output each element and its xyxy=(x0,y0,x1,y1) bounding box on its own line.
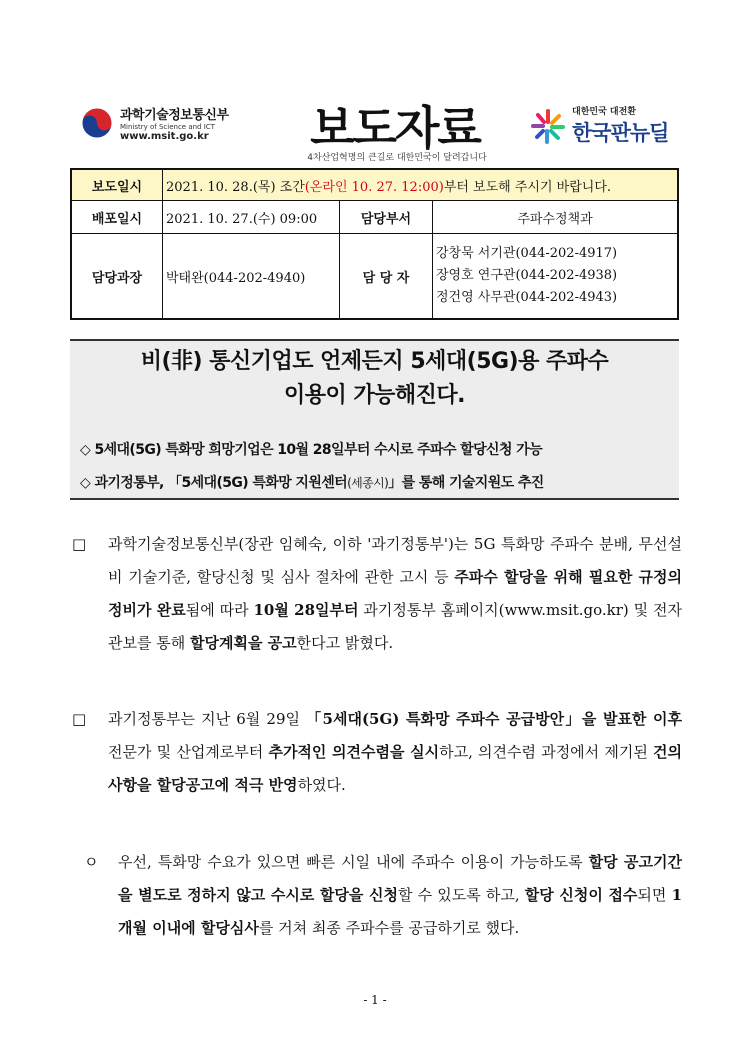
slogan: 4차산업혁명의 큰길로 대한민국이 달려갑니다 xyxy=(307,153,487,163)
headline-box xyxy=(70,339,679,500)
distribution-row xyxy=(71,201,678,234)
paragraph-3-text: 우선, 특화망 수요가 있으면 빠른 시일 내에 주파수 이용이 가능하도록 할당 공고기간을 별도로 정하지 않고 수시로 할당을 신청할 수 있도록 하고, 할당 신청이 접수되면 1개월 이내에 할당심사를 거쳐 최종 주파수를 공급하기로 했다. xyxy=(118,853,682,937)
release-row xyxy=(71,169,678,201)
staff-label: 담 당 자 xyxy=(340,234,433,320)
paragraph-2-text: 과기정통부는 지난 6월 29일 「5세대(5G) 특화망 주파수 공급방안」을 발표한 이후 전문가 및 산업계로부터 추가적인 의견수렴을 실시하고, 의견수렴 과정에서 제기된 건의사항을 할당공고에 적극 반영하였다. xyxy=(108,710,683,794)
paragraph-3 xyxy=(84,846,682,945)
new-deal-star-icon xyxy=(530,108,566,144)
release-value: 2021. 10. 28.(목) 조간(온라인 10. 27. 12:00)부터 보도해 주시기 바랍니다. xyxy=(163,169,679,201)
ministry-url: www.msit.go.kr xyxy=(120,131,209,142)
distribution-label: 배포일시 xyxy=(71,201,163,234)
circle-bullet: ㅇ xyxy=(84,853,99,871)
staff-item: 강창묵 서기관(044-202-4917) xyxy=(436,246,618,261)
summary-point-1: ◇ 5세대(5G) 특화망 희망기업은 10월 28일부터 수시로 주파수 할당신청 가능 xyxy=(80,442,542,458)
department-value: 주파수정책과 xyxy=(433,201,679,234)
new-deal-name: 한국판뉴딜 xyxy=(572,121,669,145)
staff-item: 장영호 연구관(044-202-4938) xyxy=(436,268,618,283)
ministry-name-en: Ministry of Science and ICT xyxy=(120,123,215,131)
staff-list xyxy=(433,234,679,320)
paragraph-2 xyxy=(72,703,682,802)
document-title: 보도자료 xyxy=(310,101,480,155)
new-deal-tagline: 대한민국 대전환 xyxy=(572,107,636,117)
paragraph-1-text: 과학기술정보통신부(장관 임혜숙, 이하 '과기정통부')는 5G 특화망 주파수 분배, 무선설비 기술기준, 할당신청 및 심사 절차에 관한 고시 등 주파수 할당을 위해 필요한 규정의 정비가 완료됨에 따라 10월 28일부터 과기정통부 홈페이지(www.msit.go.kr) 및 전자관보를 통해 할당계획을 공고한다고 밝혔다. xyxy=(108,535,682,652)
distribution-value: 2021. 10. 27.(수) 09:00 xyxy=(163,201,340,234)
head-label: 담당과장 xyxy=(71,234,163,320)
letterhead xyxy=(0,0,750,165)
contact-row xyxy=(71,234,678,320)
korean-new-deal-logo xyxy=(530,104,668,147)
press-info-table xyxy=(70,168,679,320)
page-number: - 1 - xyxy=(363,993,387,1007)
taegeuk-emblem-icon xyxy=(80,106,114,140)
head-value: 박태완(044-202-4940) xyxy=(163,234,340,320)
staff-item: 정건영 사무관(044-202-4943) xyxy=(436,290,618,305)
paragraph-1 xyxy=(72,528,682,660)
square-bullet: □ xyxy=(72,710,87,728)
headline-title: 비(非) 통신기업도 언제든지 5세대(5G)용 주파수 이용이 가능해진다. xyxy=(140,349,609,408)
department-label: 담당부서 xyxy=(340,201,433,234)
ministry-logo xyxy=(80,104,229,142)
release-label: 보도일시 xyxy=(71,169,163,201)
ministry-name-ko: 과학기술정보통신부 xyxy=(120,108,229,123)
summary-point-2: ◇ 과기정통부, 「5세대(5G) 특화망 지원센터(세종시)」를 통해 기술지원도 추진 xyxy=(80,475,544,491)
square-bullet: □ xyxy=(72,535,87,553)
